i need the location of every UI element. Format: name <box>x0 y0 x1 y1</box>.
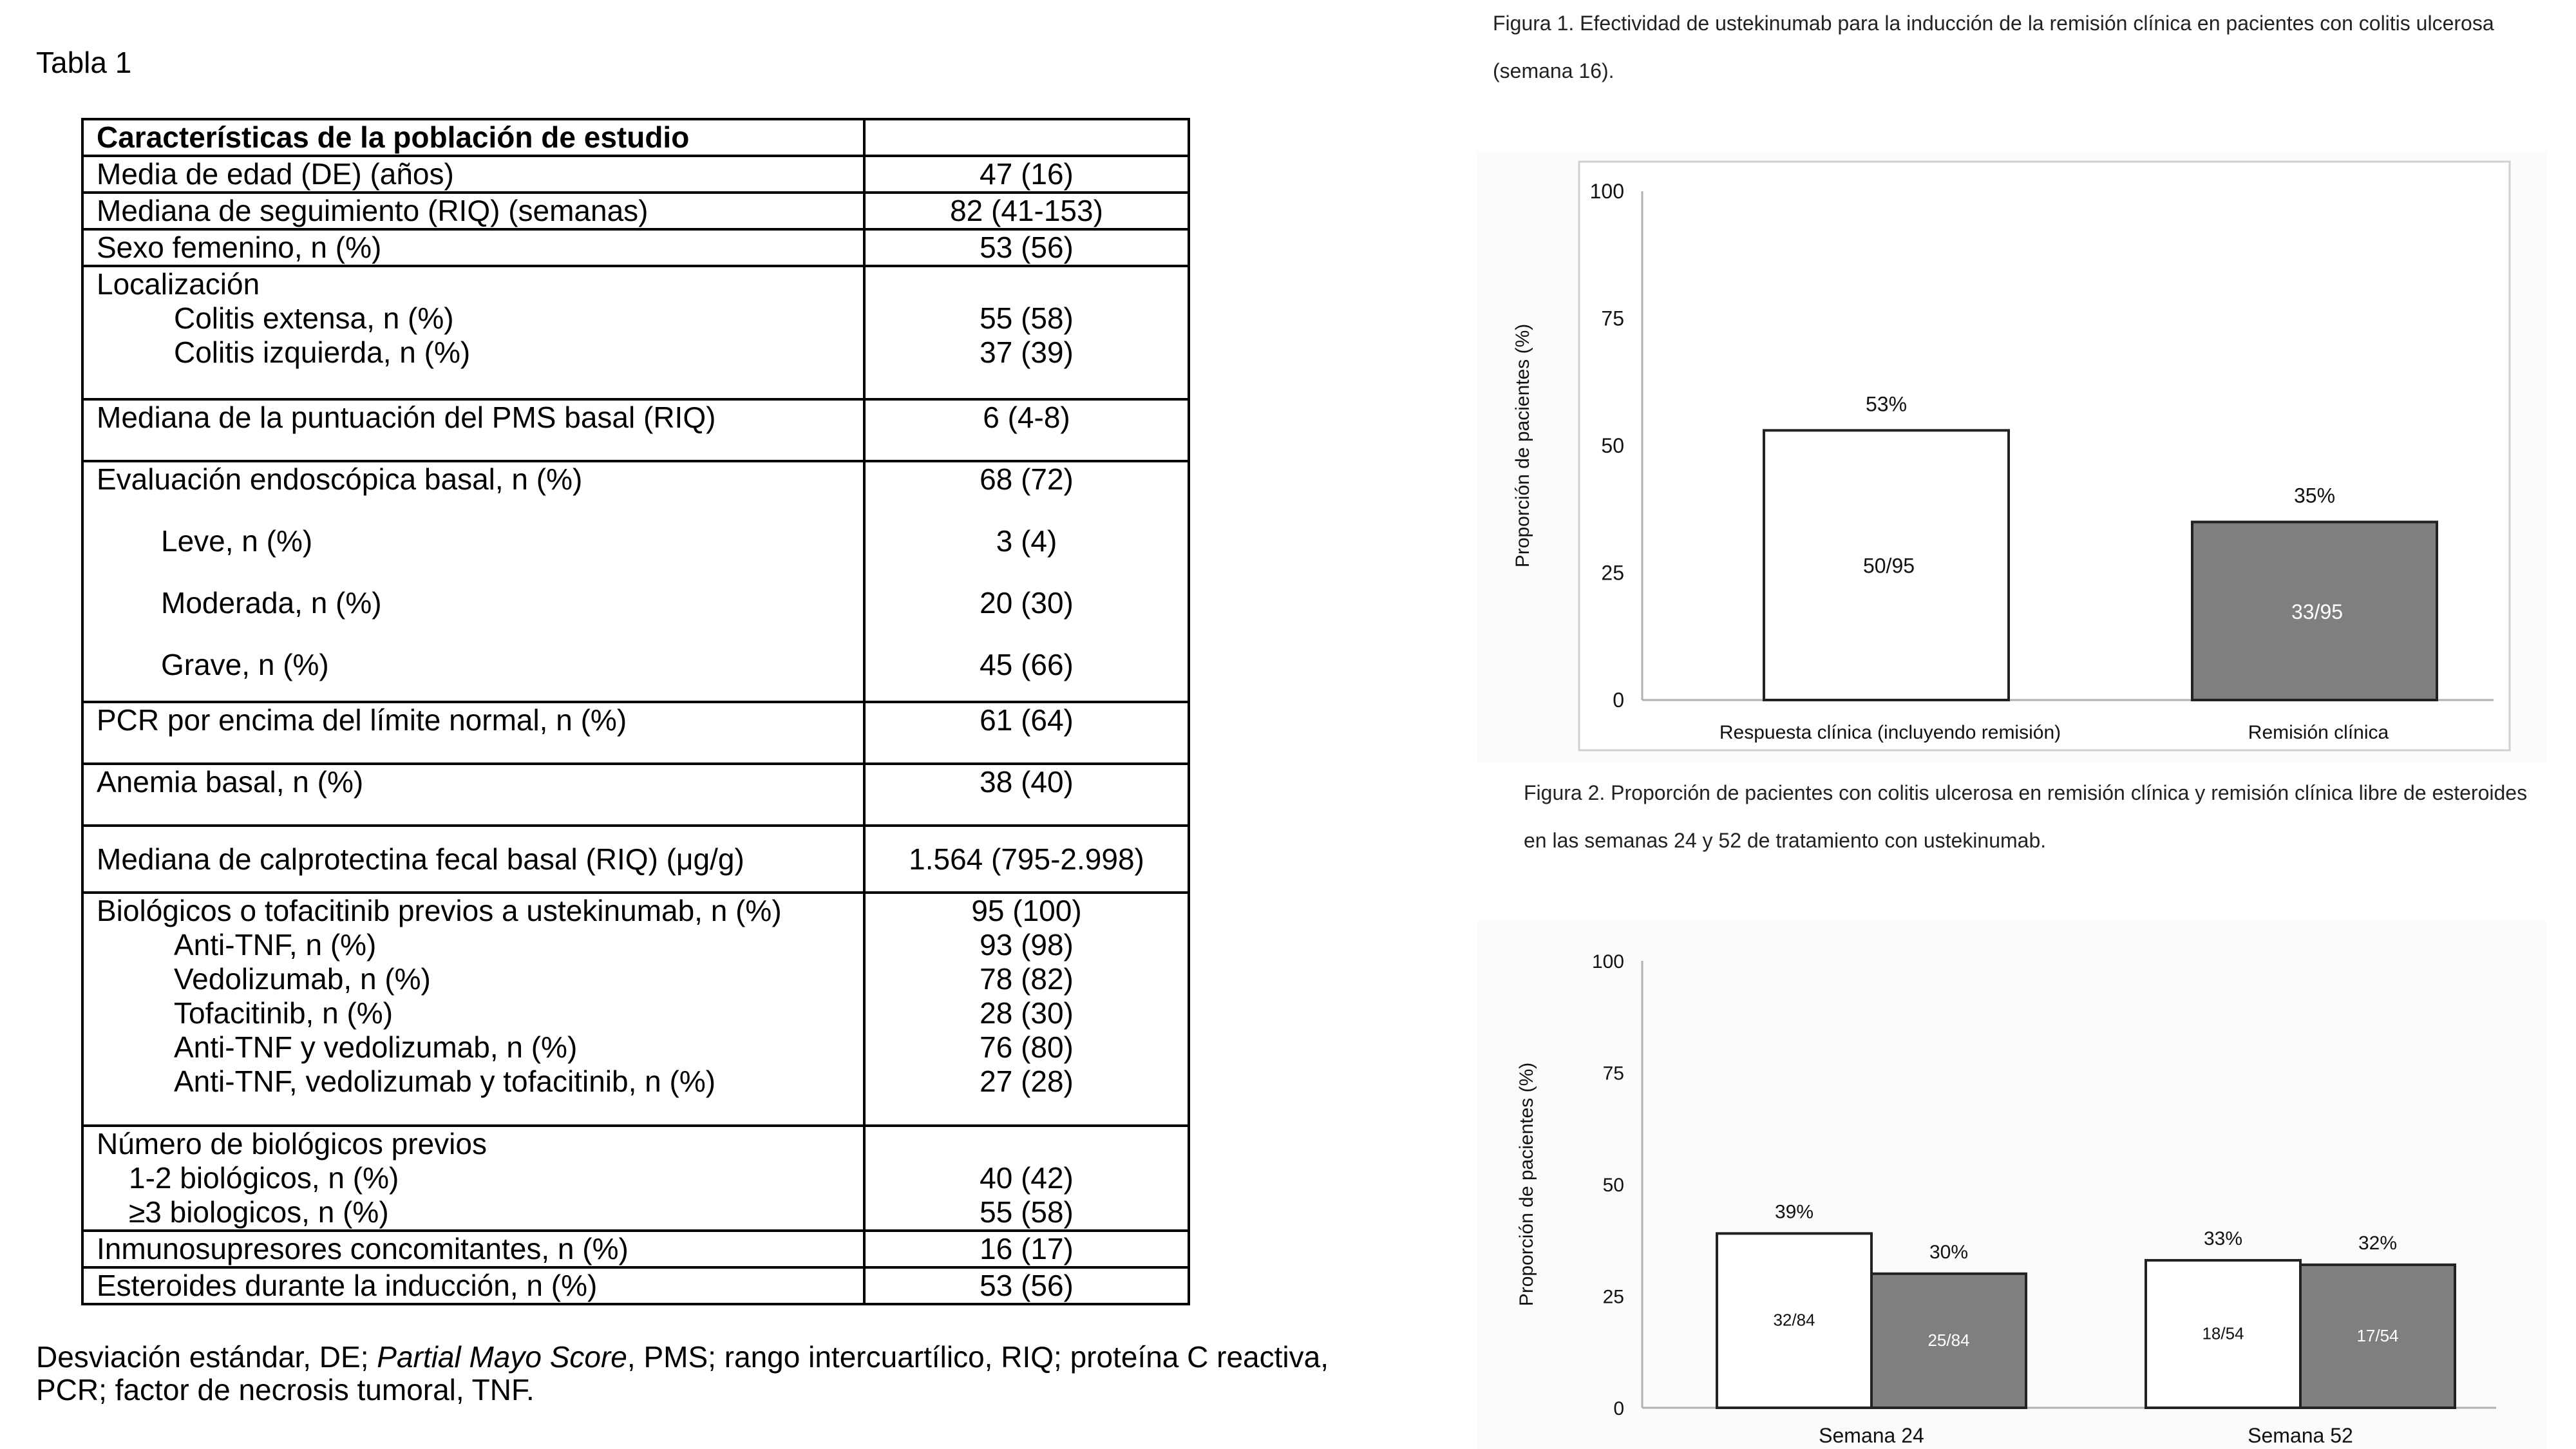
row-value: 47 (16) <box>980 157 1074 191</box>
row-value: 61 (64) <box>980 703 1074 737</box>
row-value: 95 (100) <box>971 894 1082 927</box>
bar-inner-label: 18/54 <box>2202 1323 2244 1343</box>
table-header-empty <box>864 119 1189 156</box>
y-tick-label: 0 <box>1613 1398 1624 1419</box>
row-label: Evaluación endoscópica basal, n (%) <box>97 462 583 496</box>
row-value: 53 (56) <box>980 231 1074 264</box>
table-header-title: Características de la población de estudio <box>82 119 864 156</box>
row-value: 1.564 (795-2.998) <box>909 842 1144 876</box>
row-label: Biológicos o tofacitinib previos a ustekinumab, n (%) <box>97 894 782 927</box>
table-row <box>82 826 1189 893</box>
row-value: 6 (4-8) <box>983 401 1070 434</box>
table-row <box>82 1126 1189 1231</box>
row-sublabel: 1-2 biológicos, n (%) <box>129 1161 399 1195</box>
bar-value-label: 32% <box>2358 1232 2398 1254</box>
table-label: Tabla 1 <box>36 46 132 79</box>
y-tick-label: 25 <box>1601 561 1624 585</box>
row-value: 45 (66) <box>980 648 1074 681</box>
row-value: 38 (40) <box>980 765 1074 799</box>
row-value: 53 (56) <box>980 1269 1074 1302</box>
row-sublabel: Leve, n (%) <box>161 524 313 558</box>
table-footnote: Desviación estándar, DE; Partial Mayo Score, PMS; rango intercuartílico, RIQ; proteína C reactiva, PCR; factor de necrosis tumoral, TNF. <box>36 1340 1329 1406</box>
row-value: 3 (4) <box>996 524 1057 558</box>
bar-inner-label: 25/84 <box>1927 1330 1970 1350</box>
y-axis-label: Proporción de pacientes (%) <box>1516 1062 1537 1307</box>
row-value: 55 (58) <box>980 1195 1074 1229</box>
table-row <box>82 893 1189 1126</box>
table-row <box>82 399 1189 461</box>
x-tick-label: Respuesta clínica (incluyendo remisión) <box>1719 722 2061 743</box>
row-sublabel: ≥3 biologicos, n (%) <box>129 1195 389 1229</box>
y-tick-label: 25 <box>1602 1286 1624 1308</box>
row-label: PCR por encima del límite normal, n (%) <box>97 703 627 737</box>
row-sublabel: Anti-TNF, vedolizumab y tofacitinib, n (%) <box>174 1065 716 1098</box>
row-value: 82 (41-153) <box>950 194 1103 227</box>
table-row <box>82 229 1189 266</box>
row-label: Anemia basal, n (%) <box>97 765 364 799</box>
y-tick-label: 50 <box>1601 434 1624 457</box>
row-sublabel: Colitis izquierda, n (%) <box>174 336 471 369</box>
row-value: 37 (39) <box>980 336 1074 369</box>
row-sublabel: Colitis extensa, n (%) <box>174 301 454 335</box>
y-tick-label: 0 <box>1613 688 1624 712</box>
row-value: 27 (28) <box>980 1065 1074 1098</box>
row-label: Mediana de seguimiento (RIQ) (semanas) <box>97 194 649 227</box>
bar-value-label: 53% <box>1865 392 1908 416</box>
table-row <box>82 461 1189 702</box>
row-label: Inmunosupresores concomitantes, n (%) <box>97 1232 629 1265</box>
y-tick-label: 100 <box>1589 180 1624 203</box>
row-label: Localización <box>97 267 260 301</box>
row-sublabel: Anti-TNF y vedolizumab, n (%) <box>174 1030 578 1064</box>
table-header-row <box>82 119 1189 156</box>
row-sublabel: Vedolizumab, n (%) <box>174 962 431 996</box>
y-tick-label: 75 <box>1602 1063 1624 1084</box>
row-value: 76 (80) <box>980 1030 1074 1064</box>
bar-value-label: 33% <box>2203 1227 2243 1249</box>
row-value: 16 (17) <box>980 1232 1074 1265</box>
table-row <box>82 1267 1189 1304</box>
bar-inner-label: 50/95 <box>1862 554 1915 578</box>
figure-2-chart <box>1477 921 2546 1449</box>
row-value: 93 (98) <box>980 928 1074 961</box>
row-value: 40 (42) <box>980 1161 1074 1195</box>
y-tick-label: 75 <box>1601 307 1624 330</box>
table-row <box>82 764 1189 826</box>
row-sublabel: Tofacitinib, n (%) <box>174 996 393 1030</box>
bar-value-label: 35% <box>2293 484 2336 507</box>
row-label: Sexo femenino, n (%) <box>97 231 382 264</box>
row-label: Mediana de calprotectina fecal basal (RIQ) (μg/g) <box>97 842 744 876</box>
figure-1-caption: Figura 1. Efectividad de ustekinumab para la inducción de la remisión clínica en pacientes con colitis ulcerosa (semana 16). <box>1493 12 2494 82</box>
row-label: Número de biológicos previos <box>97 1127 487 1160</box>
row-value: 28 (30) <box>980 996 1074 1030</box>
y-tick-label: 100 <box>1591 951 1624 972</box>
row-value: 68 (72) <box>980 462 1074 496</box>
y-axis-label: Proporción de pacientes (%) <box>1512 323 1533 568</box>
row-sublabel: Grave, n (%) <box>161 648 329 681</box>
row-label: Esteroides durante la inducción, n (%) <box>97 1269 598 1302</box>
x-tick-label: Semana 52 <box>2248 1424 2353 1447</box>
table-row <box>82 156 1189 193</box>
bar-value-label: 30% <box>1929 1241 1969 1263</box>
x-tick-label: Remisión clínica <box>2248 722 2389 743</box>
row-label: Mediana de la puntuación del PMS basal (RIQ) <box>97 401 716 434</box>
bar-value-label: 39% <box>1774 1201 1814 1223</box>
figure-1-chart <box>1477 151 2546 763</box>
y-tick-label: 50 <box>1602 1175 1624 1196</box>
study-population-table <box>81 118 1190 1305</box>
table-row <box>82 266 1189 399</box>
figure-2-caption: Figura 2. Proporción de pacientes con colitis ulcerosa en remisión clínica y remisión clínica libre de esteroides en las semanas 24 y 52 de tratamiento con ustekinumab. <box>1524 781 2528 852</box>
table-row <box>82 702 1189 764</box>
table-row <box>82 1231 1189 1267</box>
x-tick-label: Semana 24 <box>1819 1424 1924 1447</box>
row-value: 20 (30) <box>980 586 1074 620</box>
bar-inner-label: 32/84 <box>1773 1310 1815 1330</box>
row-sublabel: Moderada, n (%) <box>161 586 382 620</box>
row-value: 78 (82) <box>980 962 1074 996</box>
bar-inner-label: 17/54 <box>2356 1325 2399 1345</box>
table-row <box>82 193 1189 229</box>
bar-inner-label: 33/95 <box>2291 600 2344 623</box>
row-label: Media de edad (DE) (años) <box>97 157 454 191</box>
row-value: 55 (58) <box>980 301 1074 335</box>
row-sublabel: Anti-TNF, n (%) <box>174 928 377 961</box>
